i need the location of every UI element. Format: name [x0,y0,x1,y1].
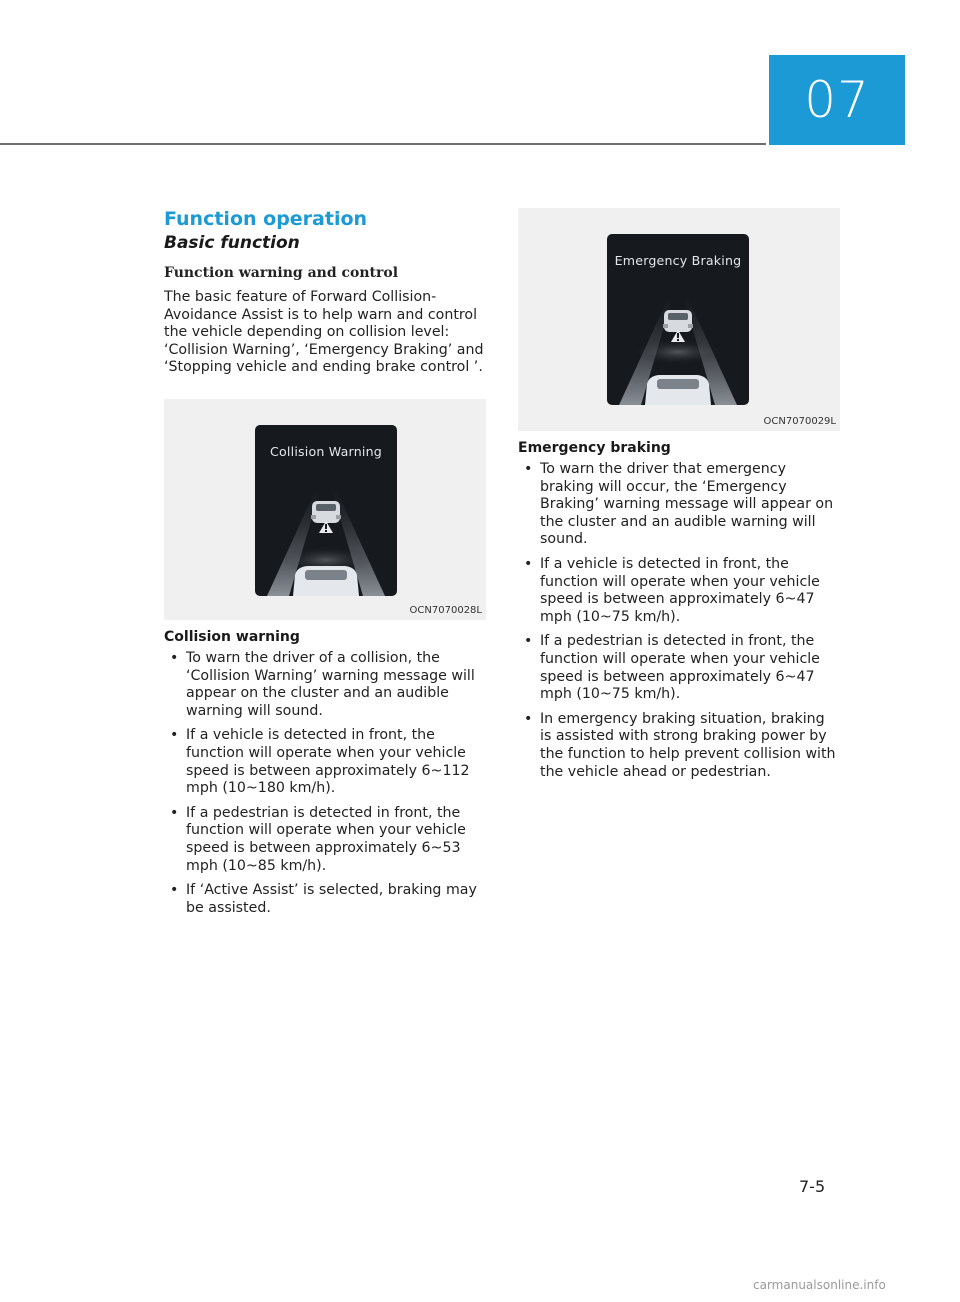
own-car-icon [645,375,711,405]
intro-paragraph: The basic feature of Forward Collision-Avoidance Assist is to help warn and control the vehicle depending on collision level: ‘Collision Warning’, ‘Emergency Braking’ and ‘Stopping vehicle and ending brake control ’. [164,289,484,376]
list-item: • If a vehicle is detected in front, the function will operate when your vehicle speed is between approximately 6~112 mph (10~180 km/h). [164,727,486,797]
chapter-number: 07 [804,71,870,129]
emergency-braking-figure [518,208,840,431]
figure-code: OCN7070029L [763,416,836,427]
watermark: carmanualsonline.info [753,1278,886,1292]
cluster-display [255,425,397,596]
list-item: • If ‘Active Assist’ is selected, braking may be assisted. [164,882,486,917]
topic-heading: Function warning and control [164,265,399,281]
subsection-title: Basic function [164,233,300,253]
chapter-tab [769,55,905,145]
road-scene [255,425,397,596]
list-item: • If a pedestrian is detected in front, the function will operate when your vehicle speed is between approximately 6~53 mph (10~85 km/h). [164,805,486,875]
emergency-braking-list [518,461,840,781]
header-rule [0,143,766,145]
collision-warning-list [164,650,486,917]
left-column [164,206,486,924]
collision-warning-figure [164,399,486,620]
own-car-icon [293,566,359,596]
right-column [518,208,840,788]
list-item: • To warn the driver of a collision, the ‘Collision Warning’ warning message will appear on the cluster and an audible warning will sound. [164,650,486,720]
lead-car-icon [311,501,341,523]
page-number: 7-5 [799,1177,826,1196]
collision-warning-heading: Collision warning [164,628,300,645]
emergency-braking-heading: Emergency braking [518,440,671,456]
road-scene [607,234,749,405]
cluster-message: Emergency Braking [614,253,742,268]
cluster-message: Collision Warning [270,443,382,459]
cluster-display [607,234,749,405]
section-title: Function operation [164,208,368,230]
figure-code: OCN7070028L [409,604,482,616]
list-item: • If a vehicle is detected in front, the function will operate when your vehicle speed is between approximately 6~47 mph (10~75 km/h). [518,556,840,626]
lead-car-icon [663,310,693,332]
list-item: • If a pedestrian is detected in front, the function will operate when your vehicle speed is between approximately 6~47 mph (10~75 km/h). [518,633,840,703]
list-item: • In emergency braking situation, braking is assisted with strong braking power by the function to help prevent collision with the vehicle ahead or pedestrian. [518,711,840,781]
list-item: • To warn the driver that emergency braking will occur, the ‘Emergency Braking’ warning message will appear on the cluster and an audible warning will sound. [518,461,840,549]
